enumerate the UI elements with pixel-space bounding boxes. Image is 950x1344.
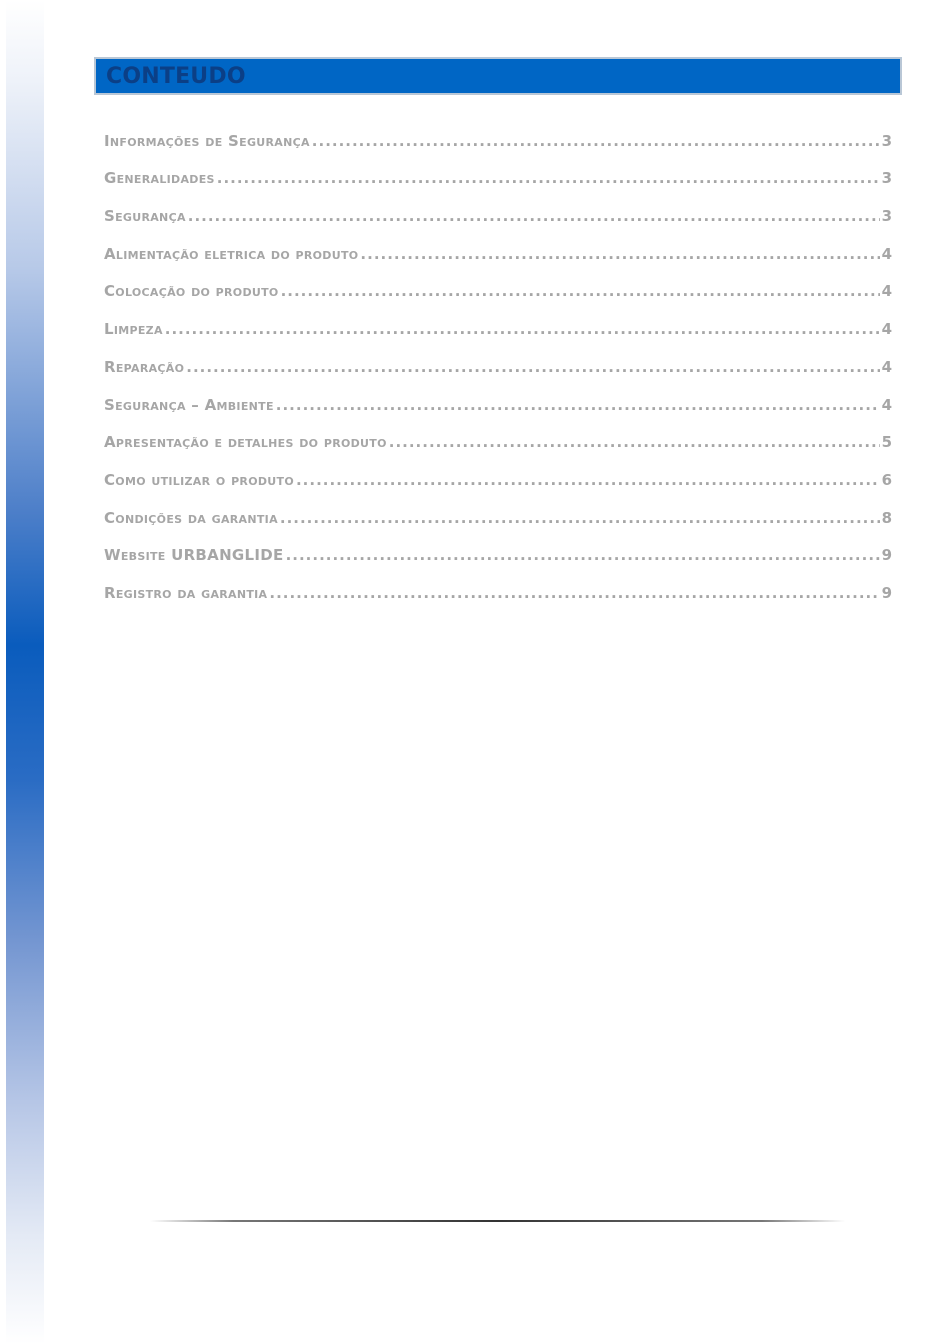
toc-page-number: 4	[881, 395, 892, 414]
toc-entry[interactable]	[104, 225, 892, 263]
toc-page-number: 9	[881, 583, 892, 602]
toc-leader-dots	[188, 207, 880, 225]
toc-entry[interactable]	[104, 338, 892, 376]
toc-entry-label: Condições da garantia	[104, 508, 278, 527]
toc-entry-label: Limpeza	[104, 320, 163, 339]
toc-page-number: 9	[881, 546, 892, 565]
toc-entry[interactable]	[104, 150, 892, 188]
toc-entry-label: Segurança	[104, 207, 186, 226]
toc-entry[interactable]	[104, 527, 892, 565]
toc-entry[interactable]	[104, 414, 892, 452]
toc-entry-label: Informações de Segurança	[104, 131, 310, 150]
toc-page-number: 4	[881, 357, 892, 376]
toc-leader-dots	[296, 471, 880, 489]
table-of-contents	[104, 112, 892, 602]
toc-entry-label: Segurança – Ambiente	[104, 395, 274, 414]
toc-leader-dots	[217, 169, 880, 187]
toc-entry-label: Alimentação eletrica do produto	[104, 244, 359, 263]
toc-page-number: 3	[881, 207, 892, 226]
toc-leader-dots	[269, 584, 879, 602]
toc-page-number: 4	[881, 320, 892, 339]
toc-entry[interactable]	[104, 263, 892, 301]
toc-leader-dots	[186, 358, 879, 376]
toc-page-number: 5	[881, 433, 892, 452]
toc-entry[interactable]	[104, 187, 892, 225]
toc-entry-label: Reparação	[104, 357, 185, 376]
toc-page-number: 3	[881, 131, 892, 150]
toc-header-bar	[94, 57, 902, 95]
toc-leader-dots	[281, 282, 880, 300]
toc-entry-label: Como utilizar o produto	[104, 470, 294, 489]
toc-leader-dots	[276, 396, 880, 414]
toc-page-number: 8	[881, 508, 892, 527]
toc-entry[interactable]	[104, 489, 892, 527]
decorative-side-band	[6, 0, 44, 1344]
toc-entry[interactable]	[104, 112, 892, 150]
footer-divider	[150, 1220, 845, 1222]
toc-entry-label: Colocação do produto	[104, 282, 279, 301]
toc-entry[interactable]	[104, 451, 892, 489]
toc-entry-label: Registro da garantia	[104, 583, 268, 602]
toc-page-number: 4	[881, 282, 892, 301]
toc-entry[interactable]	[104, 564, 892, 602]
toc-page-number: 3	[881, 169, 892, 188]
toc-leader-dots	[312, 132, 880, 150]
toc-page-number: 4	[881, 244, 892, 263]
toc-entry-label: Generalidades	[104, 169, 215, 188]
toc-leader-dots	[360, 245, 879, 263]
toc-leader-dots	[389, 433, 880, 451]
toc-page-number: 6	[881, 470, 892, 489]
page-title: CONTEUDO	[106, 64, 246, 89]
toc-entry[interactable]	[104, 300, 892, 338]
toc-leader-dots	[286, 546, 880, 564]
toc-leader-dots	[280, 509, 880, 527]
toc-entry-label: Apresentação e detalhes do produto	[104, 433, 387, 452]
toc-leader-dots	[165, 320, 880, 338]
toc-entry-label: Website URBANGLIDE	[104, 546, 284, 565]
toc-entry[interactable]	[104, 376, 892, 414]
